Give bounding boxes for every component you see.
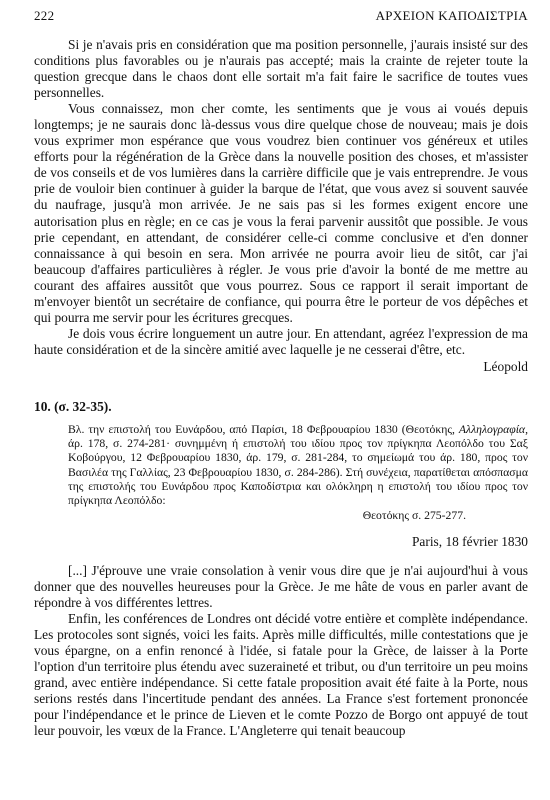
note-text <box>68 423 528 508</box>
running-title: ΑΡΧΕΙΟΝ ΚΑΠΟΔΙΣΤΡΙΑ <box>375 8 528 23</box>
note-italic-title: Αλληλογραφία <box>458 423 526 437</box>
section-paragraph: Enfin, les conférences de Londres ont décidé votre entière et complète indépendance. Les protocoles sont signés, voici les faits. Après mille difficultés, mille contestations que je vous épargne, on a enfin renoncé à l'idée, si fatale pour la Grèce, de laisser à la Porte l'option d'un territoire plus étendu avec suzeraineté et tribut, ou d'un territoire un peu moins grand, avec entière indépendance. Si cette fatale proposition avait été faite à la Porte, nous serions restés dans l'incertitude pendant des années. La France s'est fortement prononcée pour l'indépendance et le prince de Lieven et le comte Pozzo de Borgo ont appuyé de tout leur pouvoir, les vœux de la France. L'Angleterre qui tenait beaucoup <box>34 610 528 738</box>
note-source: Θεοτόκης σ. 275-277. <box>362 509 466 523</box>
letter-paragraph: Je dois vous écrire longuement un autre jour. En attendant, agréez l'expression de ma haute considération et de la sincère amitié avec laquelle je ne cesserai d'être, etc. <box>34 325 528 357</box>
section-heading: 10. (σ. 32-35). <box>34 398 112 414</box>
page-number: 222 <box>34 8 55 23</box>
letter-paragraph: Si je n'avais pris en considération que ma position personnelle, j'aurais insisté sur des conditions plus favorables ou je n'aurais pas accepté; mais la crainte de rejeter toute la question grecque dans le chaos dont elle sortait m'a fait faire le sacrifice de toutes vues personnelles. <box>34 37 528 101</box>
editorial-note <box>68 423 528 523</box>
note-part-1: Βλ. την επιστολή του Ευνάρδου, από Παρίσι, 18 Φεβρουαρίου 1830 (Θεοτόκης, <box>68 423 455 437</box>
page-header <box>34 8 528 24</box>
letter-paragraph: Vous connaissez, mon cher comte, les sentiments que je vous ai voués depuis longtemps; je ne saurais donc là-dessus vous dire quelque chose de nouveau; mais je dois vous exprimer mon espérance que vous voudrez bien continuer vos généreux et utiles efforts pour la régénération de la Grèce dans la nouvelle position des choses, et m'assister de vos conseils et de vos lumières dans la carrière difficile que je vais entreprendre. Je vous prie de vouloir bien continuer à guider la barque de l'état, que vous avez si souvent sauvée du naufrage, jusqu'à mon arrivée. Je ne sais pas si les formes exigent encore une autorisation plus en règle; en ce cas je vous la ferai parvenir aussitôt que possible. Je vous prie cependant, en attendant, de considérer celle-ci comme conclusive et d'en donner connaissance à qui besoin en sera. Mon arrivée ne pourra avoir lieu de sitôt, car j'ai beaucoup d'affaires particulières à régler. Je vous prie d'avoir la bonté de me mettre au courant des affaires aussitôt que vous pourrez. Sous ce rapport il serait important de m'envoyer bientôt un secrétaire de confiance, qui pourra être le porteur de vos dépêches et qui pourra me servir pour les écritures grecques. <box>34 101 528 325</box>
place-date: Paris, 18 février 1830 <box>411 534 528 550</box>
section-paragraph: [...] J'éprouve une vraie consolation à venir vous dire que je n'ai aujourd'hui à vous donner que des nouvelles heureuses pour la Grèce. Je me hâte de vous en parler avant de répondre à vos différentes lettres. <box>34 562 528 610</box>
note-part-3: , άρ. 178, σ. 274-281· συνημμένη ή επιστολή του ιδίου προς τον πρίγκηπα Λεοπόλδο του Σαξ Κοβούργου, 12 Φεβρουαρίου 1830, άρ. 179, σ. 281-284, το σημείωμά του άρ. 180, προς τον Βασιλέα της Γαλλίας, 23 Φεβρουαρίου 1830, σ. 284-286). Στή συνέχεια, παρατίθεται απόσπασμα της επιστολής του Ευνάρδου προς Καποδίστρια και ολόκληρη η επιστολή του ιδίου προς τον πρίγκηπα Λεοπόλδο: <box>68 423 528 508</box>
letter-signature: Léopold <box>483 358 528 374</box>
page-body <box>34 37 528 739</box>
